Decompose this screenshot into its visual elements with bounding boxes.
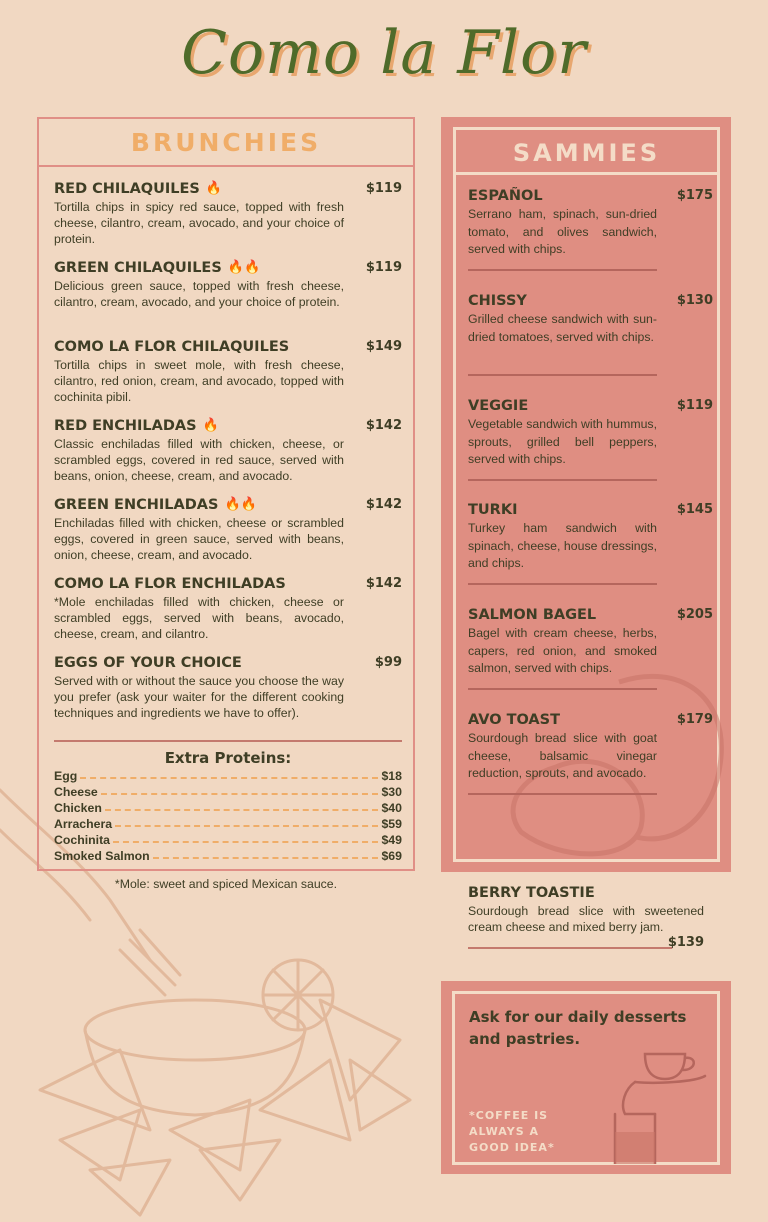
item-name: TURKI — [468, 502, 518, 518]
item-description: Enchiladas filled with chicken, cheese or scrambled eggs, covered in green sauce, served with beans, onion, cheese, cream, and avocado. — [54, 516, 344, 562]
item-name: GREEN ENCHILADAS 🔥🔥 — [54, 497, 257, 513]
item-description: Delicious green sauce, topped with fresh cheese, cilantro, cream, avocado, and your choice of protein. — [54, 279, 344, 309]
divider — [54, 740, 402, 742]
item-name: CHISSY — [468, 293, 527, 309]
brunchies-section — [37, 117, 415, 871]
item-name: GREEN CHILAQUILES 🔥🔥 — [54, 260, 261, 276]
extra-protein-row: Chicken $40 — [54, 801, 402, 815]
menu-item — [54, 258, 402, 310]
flame-icon: 🔥 — [205, 181, 223, 196]
item-name: RED ENCHILADAS 🔥 — [54, 418, 219, 434]
menu-item — [468, 291, 713, 346]
item-price: $149 — [365, 339, 402, 354]
flame-icon: 🔥 — [202, 418, 219, 433]
item-name: COMO LA FLOR CHILAQUILES — [54, 339, 290, 355]
item-name: RED CHILAQUILES 🔥 — [54, 181, 223, 197]
menu-item — [54, 653, 402, 721]
item-description: Serrano ham, spinach, sun-dried tomato, and olives sandwich, served with chips. — [468, 207, 657, 256]
item-price: $179 — [676, 712, 713, 727]
menu-item — [54, 416, 402, 484]
menu-item — [54, 495, 402, 563]
flame-icon: 🔥🔥 — [227, 260, 261, 275]
coffee-note: *COFFEE IS ALWAYS A GOOD IDEA* — [469, 1109, 555, 1154]
item-price: $142 — [365, 418, 402, 433]
item-name: SALMON BAGEL — [468, 607, 597, 623]
item-description: Vegetable sandwich with hummus, sprouts, grilled bell peppers, served with chips. — [468, 417, 657, 466]
dessert-frame — [452, 991, 720, 1165]
item-description: Classic enchiladas filled with chicken, cheese, or scrambled eggs, covered in red sauce, served with beans, onion, cheese, cream, and avocado. — [54, 437, 344, 483]
item-price: $205 — [676, 607, 713, 622]
menu-item — [54, 337, 402, 405]
item-description: Sourdough bread slice with sweetened cream cheese and mixed berry jam. — [468, 904, 704, 934]
extra-protein-row: Smoked Salmon $69 — [54, 849, 402, 863]
item-name: VEGGIE — [468, 398, 529, 414]
item-name: ESPAÑOL — [468, 188, 543, 204]
menu-item — [468, 883, 704, 950]
divider — [468, 583, 657, 585]
menu-item — [468, 186, 713, 259]
restaurant-title: Como la Flor — [181, 18, 587, 88]
item-price: $99 — [374, 655, 402, 670]
menu-item — [54, 574, 402, 642]
dessert-note: Ask for our daily desserts and pastries. — [469, 1008, 687, 1048]
extra-protein-row: Arrachera $59 — [54, 817, 402, 831]
item-description: Tortilla chips in spicy red sauce, topped with fresh cheese, cilantro, cream, avocado, and your choice of protein. — [54, 200, 344, 246]
item-price: $145 — [676, 502, 713, 517]
extra-protein-row: Cheese $30 — [54, 785, 402, 799]
item-name: COMO LA FLOR ENCHILADAS — [54, 576, 286, 592]
item-name: AVO TOAST — [468, 712, 560, 728]
item-price: $142 — [365, 497, 402, 512]
item-price: $175 — [676, 188, 713, 203]
item-price: $130 — [676, 293, 713, 308]
item-description: Tortilla chips in sweet mole, with fresh cheese, cilantro, red onion, cream, and avocado, topped with cochinita pibil. — [54, 358, 344, 404]
item-description: Sourdough bread slice with goat cheese, balsamic vinegar reduction, sprouts, and avocado. — [468, 731, 657, 780]
item-price: $119 — [676, 398, 713, 413]
menu-item — [468, 605, 713, 678]
extra-protein-row: Cochinita $49 — [54, 833, 402, 847]
coffee-cup-hand-illustration — [585, 1034, 715, 1164]
flame-icon: 🔥🔥 — [224, 497, 257, 512]
item-price: $119 — [365, 260, 402, 275]
menu-item — [468, 500, 713, 573]
item-description: *Mole enchiladas filled with chicken, cheese or scrambled eggs, served with beans, avocado, cheese, cream, and cilantro. — [54, 595, 344, 641]
item-description: Turkey ham sandwich with spinach, cheese, house dressings, and chips. — [468, 521, 657, 570]
divider — [468, 947, 672, 949]
sammies-section — [441, 117, 731, 872]
brunchies-header: BRUNCHIES — [39, 119, 413, 167]
divider — [468, 374, 657, 376]
mole-footnote: *Mole: sweet and spiced Mexican sauce. — [114, 877, 338, 891]
item-name: BERRY TOASTIE — [468, 885, 595, 901]
menu-item — [468, 396, 713, 469]
sammies-header: SAMMIES — [456, 130, 717, 175]
extra-proteins-title: Extra Proteins: — [164, 749, 292, 767]
divider — [468, 688, 657, 690]
item-name: EGGS OF YOUR CHOICE — [54, 655, 242, 671]
dessert-box — [441, 981, 731, 1174]
item-price: $119 — [365, 181, 402, 196]
menu-item — [54, 179, 402, 247]
item-description: Grilled cheese sandwich with sun-dried tomatoes, served with chips. — [468, 312, 657, 344]
item-price: $142 — [365, 576, 402, 591]
extra-protein-row: Egg $18 — [54, 769, 402, 783]
menu-item — [468, 710, 713, 783]
item-description: Served with or without the sauce you choose the way you prefer (ask your waiter for the different cooking techniques and ingredients we have to offer). — [54, 674, 344, 720]
item-description: Bagel with cream cheese, herbs, capers, red onion, and smoked salmon, served with chips. — [468, 626, 657, 675]
item-price: $139 — [667, 935, 704, 950]
divider — [468, 269, 657, 271]
divider — [468, 793, 657, 795]
divider — [468, 479, 657, 481]
